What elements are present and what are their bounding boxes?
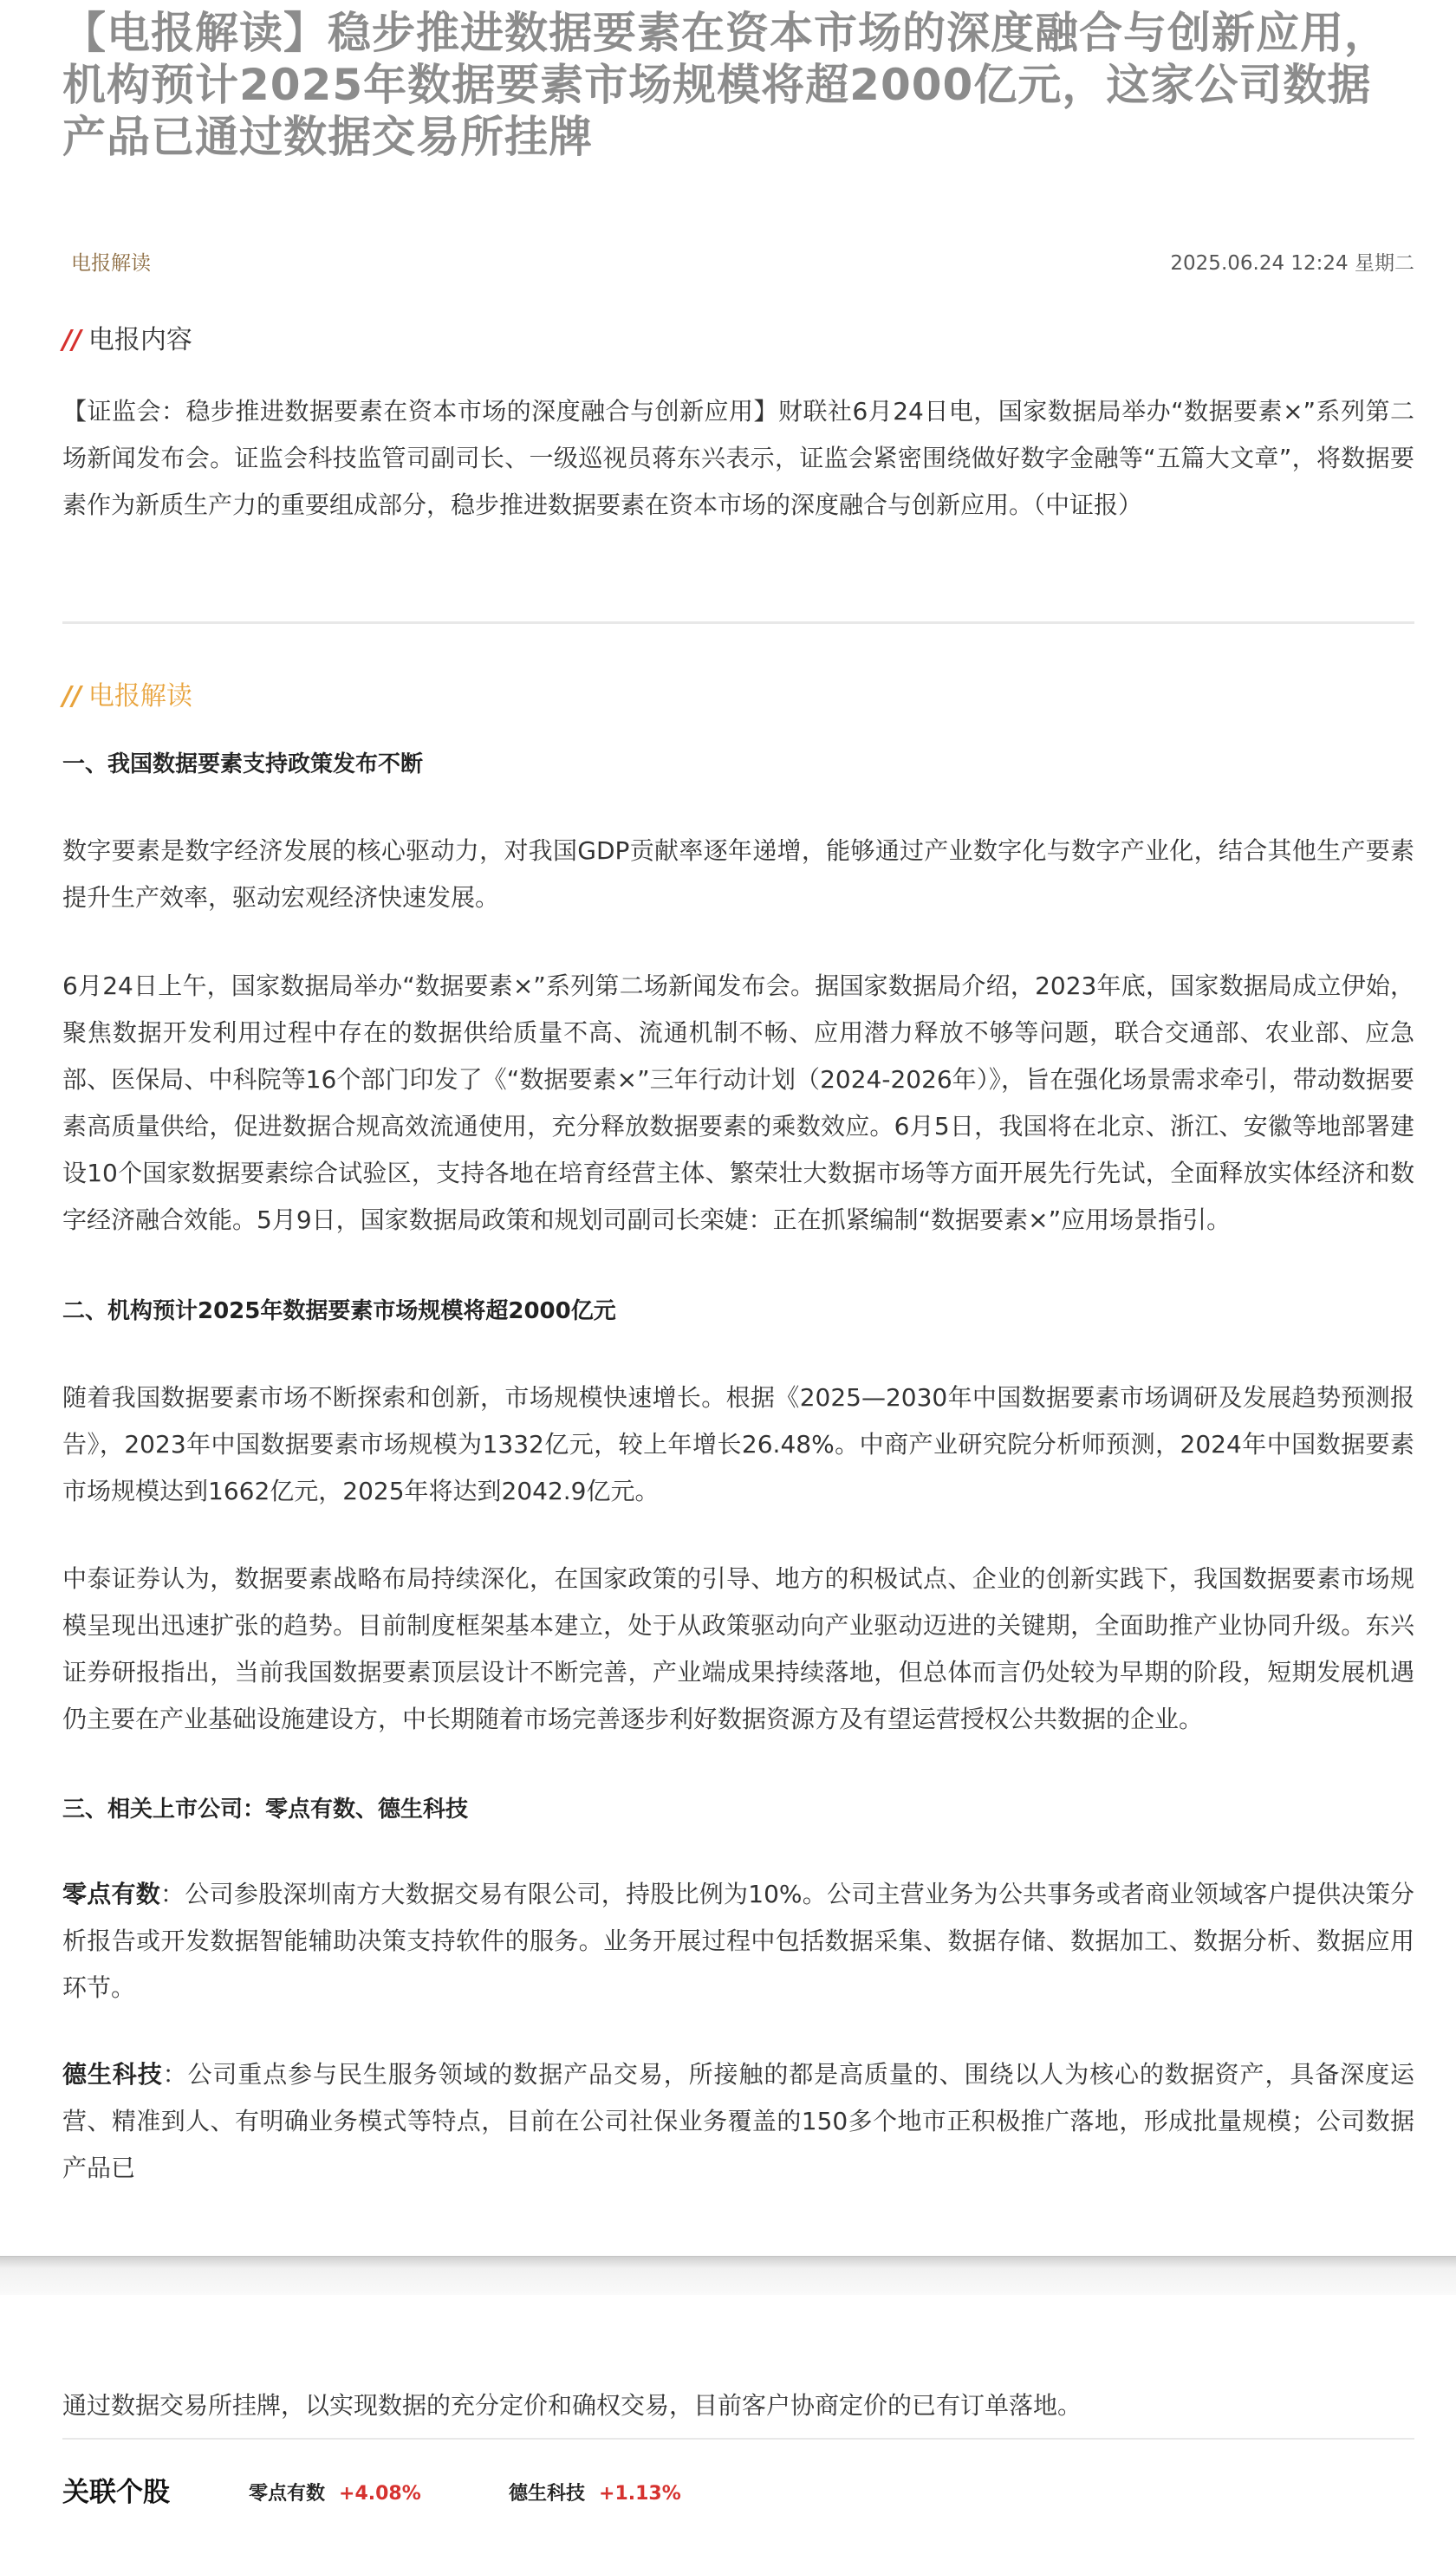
stock-change: +1.13% [599, 2483, 681, 2505]
telegram-body: 【证监会：稳步推进数据要素在资本市场的深度融合与创新应用】财联社6月24日电，国家数据局举办“数据要素×”系列第二场新闻发布会。证监会科技监管司副司长、一级巡视员蒋东兴表示，证监会紧密围绕做好数字金融等“五篇大文章”，将数据要素作为新质生产力的重要组成部分，稳步推进数据要素在资本市场的深度融合与创新应用。（中证报） [62, 397, 1414, 519]
company-description: ：公司重点参与民生服务领域的数据产品交易，所接触的都是高质量的、围绕以人为核心的数据资产，具备深度运营、精准到人、有明确业务模式等特点，目前在公司社保业务覆盖的150多个地市正积极推广落地，形成批量规模；公司数据产品已 [62, 2060, 1414, 2182]
analysis-paragraph: 中泰证券认为，数据要素战略布局持续深化，在国家政策的引导、地方的积极试点、企业的创新实践下，我国数据要素市场规模呈现出迅速扩张的趋势。目前制度框架基本建立，处于从政策驱动向产业驱动迈进的关键期，全面助推产业协同升级。东兴证券研报指出，当前我国数据要素顶层设计不断完善，产业端成果持续落地，但总体而言仍处较为早期的阶段，短期发展机遇仍主要在产业基础设施建设方，中长期随着市场完善逐步利好数据资源方及有望运营授权公共数据的企业。 [62, 1564, 1414, 1733]
section-slash-icon: // [62, 325, 81, 355]
company-paragraph [62, 1871, 1414, 2011]
analysis-paragraph: 6月24日上午，国家数据局举办“数据要素×”系列第二场新闻发布会。据国家数据局介绍，2023年底，国家数据局成立伊始，聚焦数据开发利用过程中存在的数据供给质量不高、流通机制不畅、应用潜力释放不够等问题，联合交通部、农业部、应急部、医保局、中科院等16个部门印发了《“数据要素×”三年行动计划（2024-2026年）》，旨在强化场景需求牵引，带动数据要素高质量供给，促进数据合规高效流通使用，充分释放数据要素的乘数效应。6月5日，我国将在北京、浙江、安徽等地部署建设10个国家数据要素综合试验区，支持各地在培育经营主体、繁荣壮大数据市场等方面开展先行先试，全面释放实体经济和数字经济融合效能。5月9日，国家数据局政策和规划司副司长栾婕：正在抓紧编制“数据要素×”应用场景指引。 [62, 972, 1414, 1234]
stock-name: 零点有数 [249, 2483, 326, 2505]
screenshot-page-break [0, 2256, 1456, 2295]
section-telegram-content [62, 323, 192, 358]
company-name[interactable]: 零点有数 [62, 1880, 161, 1908]
company-paragraph-continued: 通过数据交易所挂牌，以实现数据的充分定价和确权交易，目前客户协商定价的已有订单落地。 [62, 2391, 1082, 2420]
analysis-heading-3: 三、相关上市公司：零点有数、德生科技 [62, 1797, 469, 1823]
related-stocks [62, 2470, 1414, 2513]
analysis-heading-2: 二、机构预计2025年数据要素市场规模将超2000亿元 [62, 1298, 616, 1324]
analysis-paragraph: 数字要素是数字经济发展的核心驱动力，对我国GDP贡献率逐年递增，能够通过产业数字化与数字产业化，结合其他生产要素提升生产效率，驱动宏观经济快速发展。 [62, 836, 1414, 912]
analysis-heading-1: 一、我国数据要素支持政策发布不断 [62, 751, 424, 777]
article-title: 【电报解读】稳步推进数据要素在资本市场的深度融合与创新应用，机构预计2025年数据要素市场规模将超2000亿元，这家公司数据产品已通过数据交易所挂牌 [62, 8, 1388, 162]
stock-change: +4.08% [339, 2483, 421, 2505]
section-label-text: 电报内容 [88, 325, 192, 355]
stock-item[interactable] [509, 2479, 681, 2505]
content-divider [62, 621, 1414, 624]
stock-item[interactable] [249, 2479, 421, 2505]
category-tag[interactable]: 电报解读 [71, 252, 151, 275]
company-paragraph [62, 2051, 1414, 2192]
related-stocks-label: 关联个股 [62, 2477, 170, 2508]
analysis-paragraph: 随着我国数据要素市场不断探索和创新，市场规模快速增长。根据《2025—2030年中国数据要素市场调研及发展趋势预测报告》，2023年中国数据要素市场规模为1332亿元，较上年增长26.48%。中商产业研究院分析师预测，2024年中国数据要素市场规模达到1662亿元，2025年将达到2042.9亿元。 [62, 1383, 1414, 1505]
company-name[interactable]: 德生科技 [62, 2060, 163, 2089]
article-content [62, 0, 1414, 2508]
section-label-text: 电报解读 [88, 681, 192, 712]
company-description: ：公司参股深圳南方大数据交易有限公司，持股比例为10%。公司主营业务为公共事务或者商业领域客户提供决策分析报告或开发数据智能辅助决策支持软件的服务。业务开展过程中包括数据采集、数据存储、数据加工、数据分析、数据应用环节。 [62, 1880, 1414, 2002]
section-telegram-analysis [62, 679, 192, 714]
article-meta [71, 247, 1414, 278]
content-divider [62, 2438, 1414, 2440]
section-slash-icon: // [62, 681, 81, 712]
publish-datetime: 2025.06.24 12:24 星期二 [1170, 252, 1414, 275]
stock-name: 德生科技 [509, 2483, 586, 2505]
